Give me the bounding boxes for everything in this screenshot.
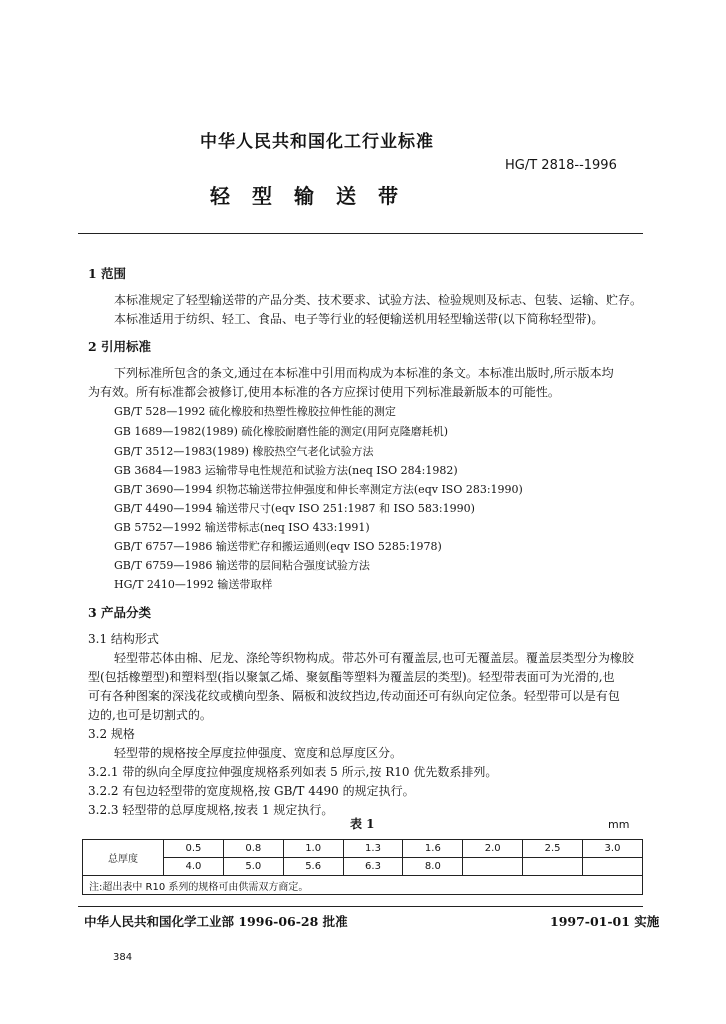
- footer-divider: [78, 906, 643, 907]
- subsection-3-2-heading: 3.2 规格: [88, 727, 135, 741]
- table-cell: 6.3: [343, 858, 403, 876]
- thickness-table: [82, 839, 643, 895]
- section-3-heading: 3 产品分类: [88, 605, 152, 620]
- table-row: [83, 840, 643, 858]
- table-cell: 8.0: [403, 858, 463, 876]
- implementation-date: 1997-01-01 实施: [550, 914, 660, 929]
- clause-3-2-2: 3.2.2 有包边轻型带的宽度规格,按 GB/T 4490 的规定执行。: [88, 784, 415, 798]
- table-unit: mm: [608, 818, 630, 831]
- subsection-3-1-text: 轻型带芯体由棉、尼龙、涤纶等织物构成。带芯外可有覆盖层,也可无覆盖层。覆盖层类型分为橡胶: [114, 651, 634, 665]
- reference-item: GB 5752—1992 输送带标志(neq ISO 433:1991): [114, 521, 370, 534]
- table-cell: 5.6: [283, 858, 343, 876]
- table-cell: 2.5: [523, 840, 583, 858]
- table-cell: [583, 858, 643, 876]
- table-cell: 1.3: [343, 840, 403, 858]
- reference-item: GB 3684—1983 运输带导电性规范和试验方法(neq ISO 284:1982): [114, 464, 458, 477]
- standard-number: HG/T 2818--1996: [505, 158, 617, 173]
- table-cell: 0.5: [164, 840, 224, 858]
- reference-item: GB/T 4490—1994 输送带尺寸(eqv ISO 251:1987 和 ISO 583:1990): [114, 502, 475, 515]
- table-row: [83, 858, 643, 876]
- table-row: [83, 876, 643, 895]
- subsection-3-2-text: 轻型带的规格按全厚度拉伸强度、宽度和总厚度区分。: [114, 746, 403, 760]
- reference-item: GB/T 3512—1983(1989) 橡胶热空气老化试验方法: [114, 445, 374, 458]
- approval-line: 中华人民共和国化学工业部 1996-06-28 批准: [84, 914, 348, 929]
- table-note: 注:超出表中 R10 系列的规格可由供需双方商定。: [83, 876, 643, 895]
- document-title: 轻型输送带: [210, 184, 420, 208]
- section-1-paragraph: 本标准规定了轻型输送带的产品分类、技术要求、试验方法、检验规则及标志、包装、运输、贮存。: [114, 293, 643, 307]
- row-label-total-thickness: 总厚度: [83, 840, 164, 876]
- table-cell: 3.0: [583, 840, 643, 858]
- table-cell: [463, 858, 523, 876]
- table-cell: [523, 858, 583, 876]
- clause-3-2-1: 3.2.1 带的纵向全厚度拉伸强度规格系列如表 5 所示,按 R10 优先数系排列。: [88, 765, 498, 779]
- reference-item: GB/T 3690—1994 织物芯输送带拉伸强度和伸长率测定方法(eqv ISO 283:1990): [114, 483, 523, 496]
- table-cell: 5.0: [223, 858, 283, 876]
- table-cell: 4.0: [164, 858, 224, 876]
- reference-item: GB/T 528—1992 硫化橡胶和热塑性橡胶拉伸性能的测定: [114, 405, 396, 418]
- table-cell: 2.0: [463, 840, 523, 858]
- table-cell: 0.8: [223, 840, 283, 858]
- table-caption: 表 1: [350, 817, 375, 831]
- reference-item: GB/T 6757—1986 输送带贮存和搬运通则(eqv ISO 5285:1978): [114, 540, 442, 553]
- table-cell: 1.6: [403, 840, 463, 858]
- clause-3-2-3: 3.2.3 轻型带的总厚度规格,按表 1 规定执行。: [88, 803, 334, 817]
- page-number: 384: [113, 952, 133, 963]
- section-2-intro: 为有效。所有标准都会被修订,使用本标准的各方应探讨使用下列标准最新版本的可能性。: [88, 385, 560, 399]
- org-title: 中华人民共和国化工行业标准: [200, 132, 434, 152]
- subsection-3-1-text: 可有各种图案的深浅花纹或横向型条、隔板和波纹挡边,传动面还可有纵向定位条。轻型带可以是有包: [88, 689, 620, 703]
- subsection-3-1-text: 边的,也可是切割式的。: [88, 708, 212, 722]
- section-2-heading: 2 引用标准: [88, 339, 152, 354]
- reference-item: HG/T 2410—1992 输送带取样: [114, 578, 273, 591]
- section-1-heading: 1 范围: [88, 266, 127, 281]
- subsection-3-1-text: 型(包括橡塑型)和塑料型(指以聚氯乙烯、聚氨酯等塑料为覆盖层的类型)。轻型带表面可为光滑的,也: [88, 670, 615, 684]
- table-cell: 1.0: [283, 840, 343, 858]
- header-divider: [78, 233, 643, 234]
- section-1-paragraph: 本标准适用于纺织、轻工、食品、电子等行业的轻便输送机用轻型输送带(以下简称轻型带)。: [114, 312, 604, 326]
- reference-item: GB 1689—1982(1989) 硫化橡胶耐磨性能的测定(用阿克隆磨耗机): [114, 425, 449, 438]
- subsection-3-1-heading: 3.1 结构形式: [88, 632, 159, 646]
- section-2-intro: 下列标准所包含的条文,通过在本标准中引用而构成为本标准的条文。本标准出版时,所示版本均: [114, 366, 614, 380]
- reference-item: GB/T 6759—1986 输送带的层间粘合强度试验方法: [114, 559, 370, 572]
